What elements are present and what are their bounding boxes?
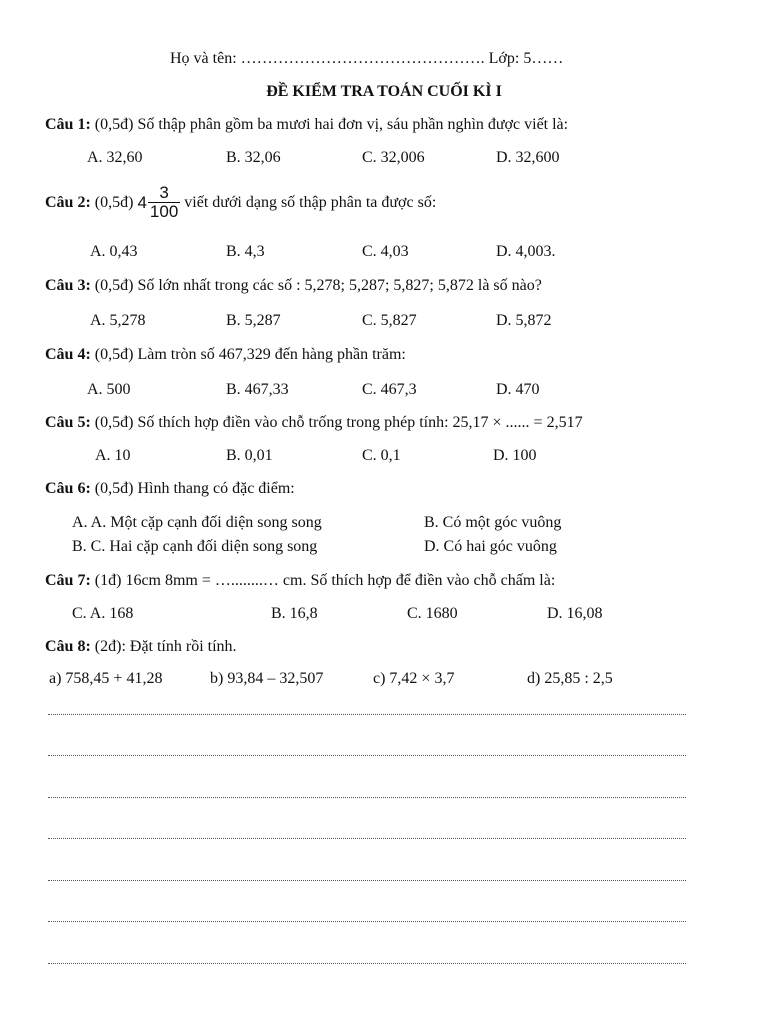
- question-2-points: (0,5đ): [94, 193, 134, 211]
- question-5: [45, 414, 583, 432]
- question-5-text: (0,5đ) Số thích hợp điền vào chỗ trống trong phép tính: 25,17 × ...... = 2,517: [94, 414, 583, 431]
- q2-option-d: D. 4,003.: [496, 243, 556, 260]
- student-name-class-field: Họ và tên: ………………………………………. Lớp: 5……: [170, 50, 564, 67]
- answer-line: [48, 921, 686, 922]
- question-1: [45, 116, 568, 134]
- q4-option-d: D. 470: [496, 381, 540, 398]
- question-6-text: (0,5đ) Hình thang có đặc điểm:: [94, 480, 295, 497]
- question-2: [45, 184, 436, 221]
- answer-line: [48, 963, 686, 964]
- fraction-denominator: 100: [149, 202, 179, 221]
- question-8: [45, 638, 237, 656]
- q1-option-b: B. 32,06: [226, 149, 281, 166]
- q5-option-b: B. 0,01: [226, 447, 273, 464]
- q3-option-b: B. 5,287: [226, 312, 281, 329]
- answer-line: [48, 797, 686, 798]
- question-4-text: (0,5đ) Làm tròn số 467,329 đến hàng phần trăm:: [94, 346, 406, 363]
- question-7-text: (1đ) 16cm 8mm = …........… cm. Số thích hợp để điền vào chỗ chấm là:: [94, 572, 556, 589]
- fraction: [148, 184, 180, 221]
- q6-option-b: B. Có một góc vuông: [424, 514, 562, 531]
- q7-option-d: D. 16,08: [547, 605, 603, 622]
- question-3-text: (0,5đ) Số lớn nhất trong các số : 5,278; 5,287; 5,827; 5,872 là số nào?: [94, 277, 542, 294]
- question-6-label: Câu 6:: [45, 480, 91, 497]
- q8-item-c: c) 7,42 × 3,7: [373, 670, 455, 687]
- q4-option-c: C. 467,3: [362, 381, 417, 398]
- fraction-numerator: 3: [159, 183, 169, 202]
- q1-option-c: C. 32,006: [362, 149, 425, 166]
- page-title: ĐỀ KIỂM TRA TOÁN CUỐI KÌ I: [266, 83, 502, 100]
- q2-option-c: C. 4,03: [362, 243, 409, 260]
- q8-item-b: b) 93,84 – 32,507: [210, 670, 324, 687]
- question-8-text: (2đ): Đặt tính rồi tính.: [94, 638, 237, 655]
- question-7: [45, 572, 555, 590]
- question-1-label: Câu 1:: [45, 116, 91, 133]
- q6-option-c: B. C. Hai cặp cạnh đối diện song song: [72, 538, 318, 555]
- q7-option-c: C. 1680: [407, 605, 458, 622]
- question-6: [45, 480, 295, 498]
- question-5-label: Câu 5:: [45, 414, 91, 431]
- q3-option-a: A. 5,278: [90, 312, 146, 329]
- q3-option-c: C. 5,827: [362, 312, 417, 329]
- q5-option-c: C. 0,1: [362, 447, 401, 464]
- q4-option-b: B. 467,33: [226, 381, 289, 398]
- question-1-text: (0,5đ) Số thập phân gồm ba mươi hai đơn vị, sáu phần nghìn được viết là:: [94, 116, 569, 133]
- q2-option-b: B. 4,3: [226, 243, 265, 260]
- answer-line: [48, 880, 686, 881]
- q7-option-b: B. 16,8: [271, 605, 318, 622]
- q3-option-d: D. 5,872: [496, 312, 552, 329]
- q6-option-a: A. A. Một cặp cạnh đối diện song song: [72, 514, 322, 531]
- question-3-label: Câu 3:: [45, 277, 91, 294]
- question-2-label: Câu 2:: [45, 193, 91, 211]
- question-3: [45, 277, 542, 295]
- answer-line: [48, 755, 686, 756]
- q4-option-a: A. 500: [87, 381, 131, 398]
- question-2-text: viết dưới dạng số thập phân ta được số:: [184, 193, 437, 211]
- q1-option-a: A. 32,60: [87, 149, 143, 166]
- question-7-label: Câu 7:: [45, 572, 91, 589]
- q8-item-a: a) 758,45 + 41,28: [49, 670, 163, 687]
- q5-option-d: D. 100: [493, 447, 537, 464]
- answer-line: [48, 838, 686, 839]
- q7-option-a: C. A. 168: [72, 605, 134, 622]
- q6-option-d: D. Có hai góc vuông: [424, 538, 557, 555]
- q2-option-a: A. 0,43: [90, 243, 138, 260]
- q1-option-d: D. 32,600: [496, 149, 560, 166]
- question-8-label: Câu 8:: [45, 638, 91, 655]
- q8-item-d: d) 25,85 : 2,5: [527, 670, 613, 687]
- mixed-number-whole: 4: [137, 192, 147, 212]
- q5-option-a: A. 10: [95, 447, 131, 464]
- question-4: [45, 346, 406, 364]
- question-4-label: Câu 4:: [45, 346, 91, 363]
- answer-line: [48, 714, 686, 715]
